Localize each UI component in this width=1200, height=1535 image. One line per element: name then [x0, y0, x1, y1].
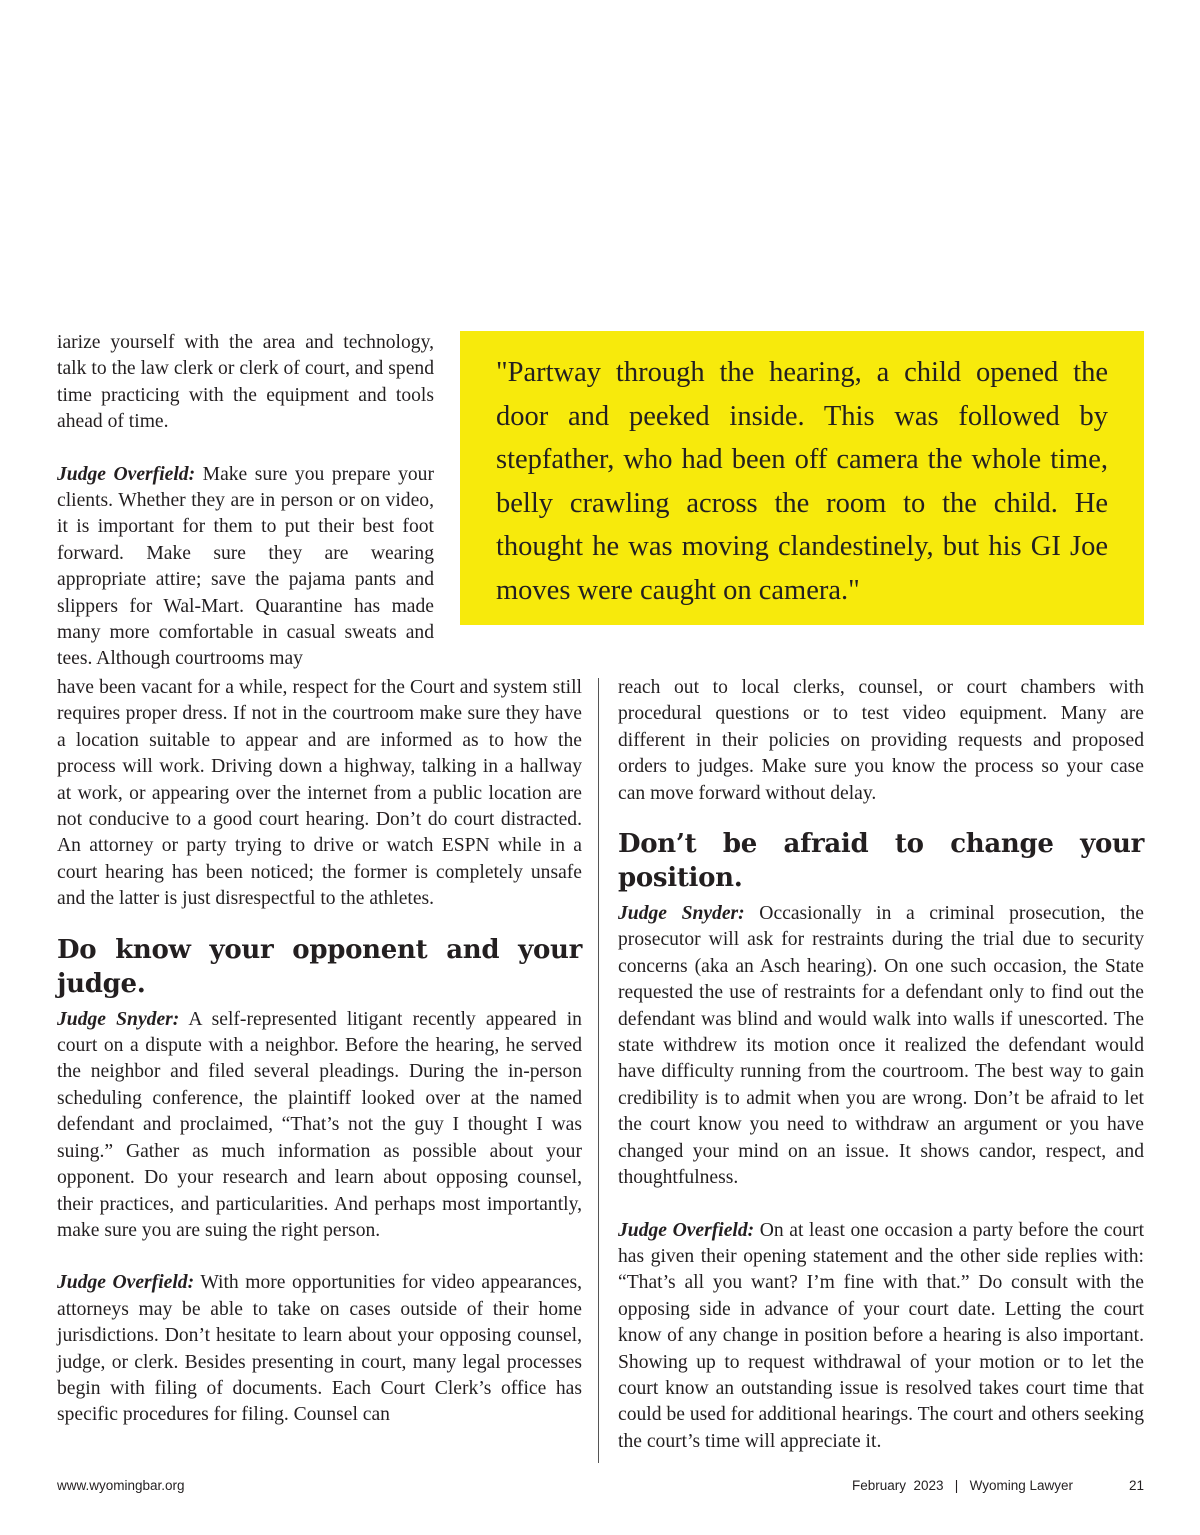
right-column — [618, 675, 1144, 1455]
left-paragraph-4 — [57, 1270, 582, 1428]
paragraph-text: On at least one occasion a party before the court has given their opening statement and the other side replies with: “That’s all you want? I’m fine with that.” Do consult with the opposing side in advance of your court date. Letting the court know of any change in position before a hearing is also important. Showing up to request withdrawal of your motion or to let the court know an outstanding issue is resolved takes court time that could be used for additional hearings. The court and others seeking the court’s time will appreciate it. — [618, 1219, 1145, 1452]
left-paragraph-2-continued: have been vacant for a while, respect for the Court and system still requires proper dress. If not in the courtroom make sure they have a location suitable to appear and are informed as to how the process will work. Driving down a highway, talking in a hallway at work, or appearing over the internet from a public location are not conducive to a good court hearing. Don’t do court distracted. An attorney or party trying to drive or watch ESPN while in a court hearing has been noticed; the former is completely unsafe and the latter is just disrespectful to the athletes. — [57, 677, 582, 910]
paragraph-text: Occasionally in a criminal prosecution, the prosecutor will ask for restraints during the trial due to security concerns (aka an Asch hearing). On one such occasion, the State requested the use of restraints for a defendant only to find out the defendant was blind and would walk into walls if unescorted. The state withdrew its motion once it realized the defendant would have difficulty running from the courtroom. The best way to gain credibility is to admit when you are wrong. Don’t be afraid to let the court know you need to withdraw an argument or you have changed your mind on an issue. It shows candor, respect, and thoughtfulness. — [618, 903, 1144, 1189]
pull-quote-text: "Partway through the hearing, a child opened the door and peeked inside. This was followed by stepfather, who had been off camera the whole time, belly crawling across the room to the child. He thought he was moving clandestinely, but his GI Joe moves were caught on camera." — [496, 357, 1108, 606]
section-heading-know-opponent: Do know your opponent and your judge. — [57, 934, 582, 999]
left-column-lower — [57, 675, 582, 1429]
left-column-upper — [57, 330, 434, 673]
left-paragraph-2 — [57, 462, 434, 673]
speaker-label: Judge Snyder: — [618, 903, 745, 925]
footer-page-number: 21 — [1129, 1478, 1145, 1493]
paragraph-text: A self-represented litigant recently appeared in court on a dispute with a neighbor. Before the hearing, he served the neighbor and filed several pleadings. During the in-person scheduling conference, the plaintiff looked over at the named defendant and proclaimed, “That’s not the guy I thought I was suing.” Gather as much information as possible about your opponent. Do your research and learn about opposing counsel, their practices, and particularities. And perhaps most importantly, make sure you are suing the right person. — [57, 1008, 582, 1241]
speaker-label: Judge Snyder: — [57, 1008, 180, 1030]
right-paragraph-1: reach out to local clerks, counsel, or court chambers with procedural questions or to test video equipment. Many are different in their policies on providing requests and proposed orders to judges. Make sure you know the process so your case can move forward without delay. — [618, 677, 1144, 804]
pull-quote-box — [460, 331, 1144, 625]
section-heading-change-position: Don’t be afraid to change your position. — [618, 829, 1144, 894]
speaker-label: Judge Overfield: — [618, 1219, 755, 1241]
footer-issue: February 2023 | Wyoming Lawyer — [852, 1478, 1073, 1493]
column-divider — [598, 678, 599, 1463]
right-paragraph-3 — [618, 1218, 1144, 1456]
speaker-label: Judge Overfield: — [57, 1272, 195, 1294]
left-paragraph-1: iarize yourself with the area and technology, talk to the law clerk or clerk of court, and spend time practicing with the equipment and tools ahead of time. — [57, 332, 434, 433]
footer-website: www.wyomingbar.org — [57, 1478, 185, 1493]
speaker-label: Judge Overfield: — [57, 463, 196, 485]
paragraph-text: Make sure you prepare your clients. Whether they are in person or on video, it is important for them to put their best foot forward. Make sure they are wearing appropriate attire; save the pajama pants and slippers for Wal-Mart. Quarantine has made many more comfortable in casual sweats and tees. Although courtrooms may — [57, 463, 435, 670]
left-paragraph-3 — [57, 1007, 582, 1245]
paragraph-text: With more opportunities for video appearances, attorneys may be able to take on cases outside of their home jurisdictions. Don’t hesitate to learn about your opposing counsel, judge, or clerk. Besides presenting in court, many legal processes begin with filing of documents. Each Court Clerk’s office has specific procedures for filing. Counsel can — [57, 1272, 583, 1426]
right-paragraph-2 — [618, 901, 1144, 1191]
